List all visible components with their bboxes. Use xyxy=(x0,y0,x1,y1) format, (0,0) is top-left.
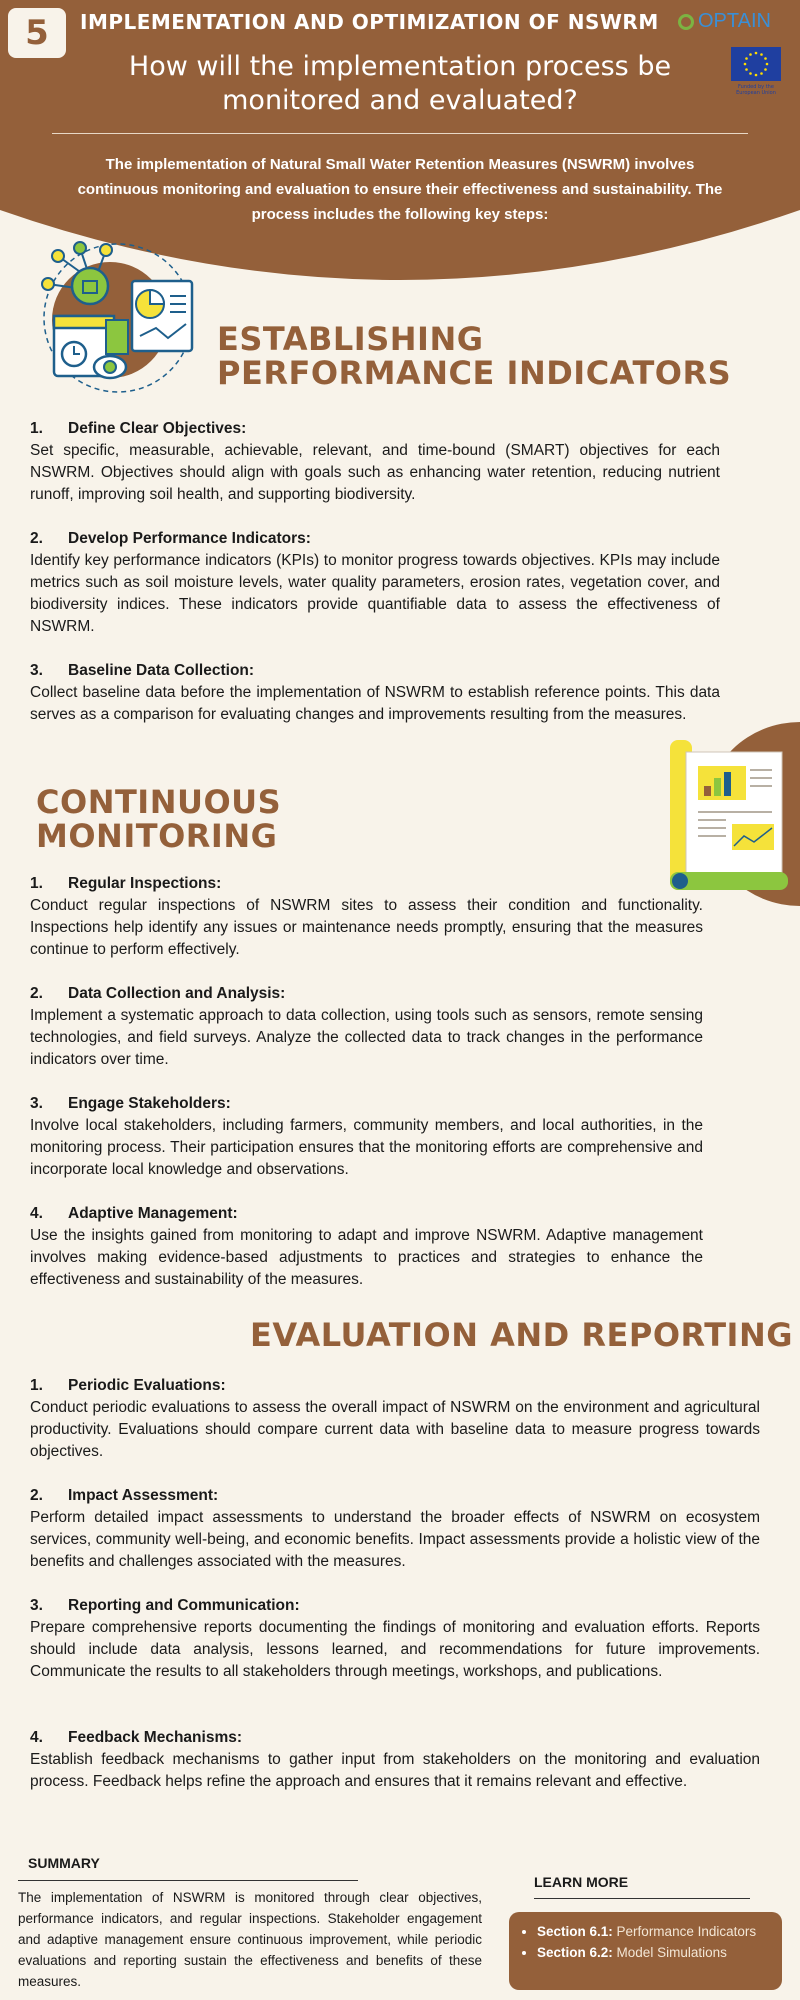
list-item xyxy=(30,528,720,638)
section-heading-line: PERFORMANCE INDICATORS xyxy=(217,354,732,392)
item-body: Conduct periodic evaluations to assess the overall impact of NSWRM on the environment and agricultural productivity. Evaluations should compare current data with baseline data to measure progress towards objectives. xyxy=(30,1399,760,1460)
item-title: Baseline Data Collection: xyxy=(68,662,255,679)
summary-title: SUMMARY xyxy=(28,1855,100,1871)
item-body: Establish feedback mechanisms to gather input from stakeholders on the monitoring and evaluation process. Feedback helps refine the approach and ensures that it remains relevant and effective. xyxy=(30,1751,760,1790)
list-item xyxy=(30,1485,760,1573)
intro-text: The implementation of Natural Small Water Retention Measures (NSWRM) involves continuous monitoring and evaluation to ensure their effectiveness and sustainability. The process includes the following key steps: xyxy=(77,156,723,223)
item-body: Perform detailed impact assessments to understand the broader effects of NSWRM on ecosystem services, community well-being, and economic benefits. Impact assessments provide a holistic view of the benefits and challenges associated with the measures. xyxy=(30,1509,760,1570)
list-item xyxy=(30,983,703,1071)
item-body: Use the insights gained from monitoring to adapt and improve NSWRM. Adaptive management involves making evidence-based adjustments to practices and strategies to enhance the effectiveness and sustainability of the measures. xyxy=(30,1227,703,1288)
list-item xyxy=(30,1203,703,1291)
optain-logo xyxy=(678,10,771,33)
item-number: 1. xyxy=(30,1377,43,1394)
section-heading-line: MONITORING xyxy=(36,817,278,855)
main-question: How will the implementation process be monitored and evaluated? xyxy=(128,51,672,116)
page-number-badge: 5 xyxy=(8,8,66,58)
header-divider xyxy=(52,133,748,134)
item-number: 4. xyxy=(30,1205,43,1222)
item-title: Engage Stakeholders: xyxy=(68,1095,231,1112)
item-title: Regular Inspections: xyxy=(68,875,222,892)
item-number: 3. xyxy=(30,1597,43,1614)
item-number: 2. xyxy=(30,985,43,1002)
item-number: 1. xyxy=(30,875,43,892)
item-body: Implement a systematic approach to data collection, using tools such as sensors, remote sensing technologies, and field surveys. Analyze the collected data to track changes in the performance indicators over time. xyxy=(30,1007,703,1068)
learn-more-title: LEARN MORE xyxy=(534,1874,629,1890)
item-body: Set specific, measurable, achievable, relevant, and time-bound (SMART) objectives for each NSWRM. Objectives should align with goals such as enhancing water retention, reducing nutrient runoff, improving soil health, and supporting biodiversity. xyxy=(30,442,720,503)
item-number: 1. xyxy=(30,420,43,437)
list-item xyxy=(30,873,703,961)
link-label: Section 6.1: xyxy=(537,1924,613,1939)
summary-divider xyxy=(18,1880,358,1881)
item-title: Define Clear Objectives: xyxy=(68,420,247,437)
section-heading-line: ESTABLISHING xyxy=(217,320,484,358)
item-title: Data Collection and Analysis: xyxy=(68,985,286,1002)
item-title: Feedback Mechanisms: xyxy=(68,1729,243,1746)
link-text: Model Simulations xyxy=(616,1945,727,1960)
learn-more-box xyxy=(509,1912,782,1990)
item-body: Identify key performance indicators (KPIs) to monitor progress towards objectives. KPIs may include metrics such as soil moisture levels, water quality parameters, erosion rates, vegetation cover, and biodiversity indices. These indicators provide quantifiable data to assess the effectiveness of NSWRM. xyxy=(30,552,720,635)
list-item xyxy=(30,1093,703,1181)
item-body: Prepare comprehensive reports documenting the findings of monitoring and evaluation efforts. Reports should include data analysis, lessons learned, and recommendations for future improvements. Communicate the results to all stakeholders through meetings, workshops, and publications. xyxy=(30,1619,760,1680)
list-item xyxy=(30,1595,760,1683)
item-number: 3. xyxy=(30,662,43,679)
link-label: Section 6.2: xyxy=(537,1945,613,1960)
optain-logo-icon xyxy=(678,14,694,30)
item-title: Adaptive Management: xyxy=(68,1205,238,1222)
item-title: Develop Performance Indicators: xyxy=(68,530,311,547)
summary-text: The implementation of NSWRM is monitored through clear objectives, performance indicators, and regular inspections. Stakeholder engagement and adaptive management ensure continuous improvement, while periodic evaluations and reporting sustain the effectiveness and benefits of these measures. xyxy=(18,1890,482,1989)
section-heading-continuous-monitoring xyxy=(36,785,281,853)
learn-more-divider xyxy=(534,1898,750,1899)
optain-logo-text: OPTAIN xyxy=(698,10,771,32)
list-item xyxy=(30,1375,760,1463)
item-title: Reporting and Communication: xyxy=(68,1597,300,1614)
item-number: 4. xyxy=(30,1729,43,1746)
performance-indicators-illustration xyxy=(28,236,198,396)
item-body: Collect baseline data before the implementation of NSWRM to establish reference points. This data serves as a comparison for evaluating changes and improvements resulting from the measures. xyxy=(30,684,720,723)
item-title: Periodic Evaluations: xyxy=(68,1377,226,1394)
item-number: 2. xyxy=(30,530,43,547)
learn-more-link-section-6-2[interactable] xyxy=(537,1945,772,1960)
item-number: 2. xyxy=(30,1487,43,1504)
eu-flag-icon xyxy=(731,47,781,81)
eu-funding-text: Funded by the European Union xyxy=(736,84,776,96)
section-heading-line: CONTINUOUS xyxy=(36,783,282,821)
list-item xyxy=(30,1727,760,1793)
item-title: Impact Assessment: xyxy=(68,1487,219,1504)
page-header-title: IMPLEMENTATION AND OPTIMIZATION OF NSWRM xyxy=(80,10,659,34)
list-item xyxy=(30,418,720,506)
section-heading-evaluation-reporting: EVALUATION AND REPORTING xyxy=(250,1316,793,1354)
item-number: 3. xyxy=(30,1095,43,1112)
learn-more-link-section-6-1[interactable] xyxy=(537,1924,772,1939)
link-text: Performance Indicators xyxy=(616,1924,757,1939)
section-heading-performance-indicators xyxy=(217,322,731,390)
item-body: Conduct regular inspections of NSWRM sites to assess their condition and functionality. Inspections help identify any issues or maintenance needs promptly, ensuring that the measures continue to perform effectively. xyxy=(30,897,703,958)
list-item xyxy=(30,660,720,726)
item-body: Involve local stakeholders, including farmers, community members, and local authorities, in the monitoring process. Their participation ensures that the monitoring efforts are comprehensive and incorporate local knowledge and observations. xyxy=(30,1117,703,1178)
